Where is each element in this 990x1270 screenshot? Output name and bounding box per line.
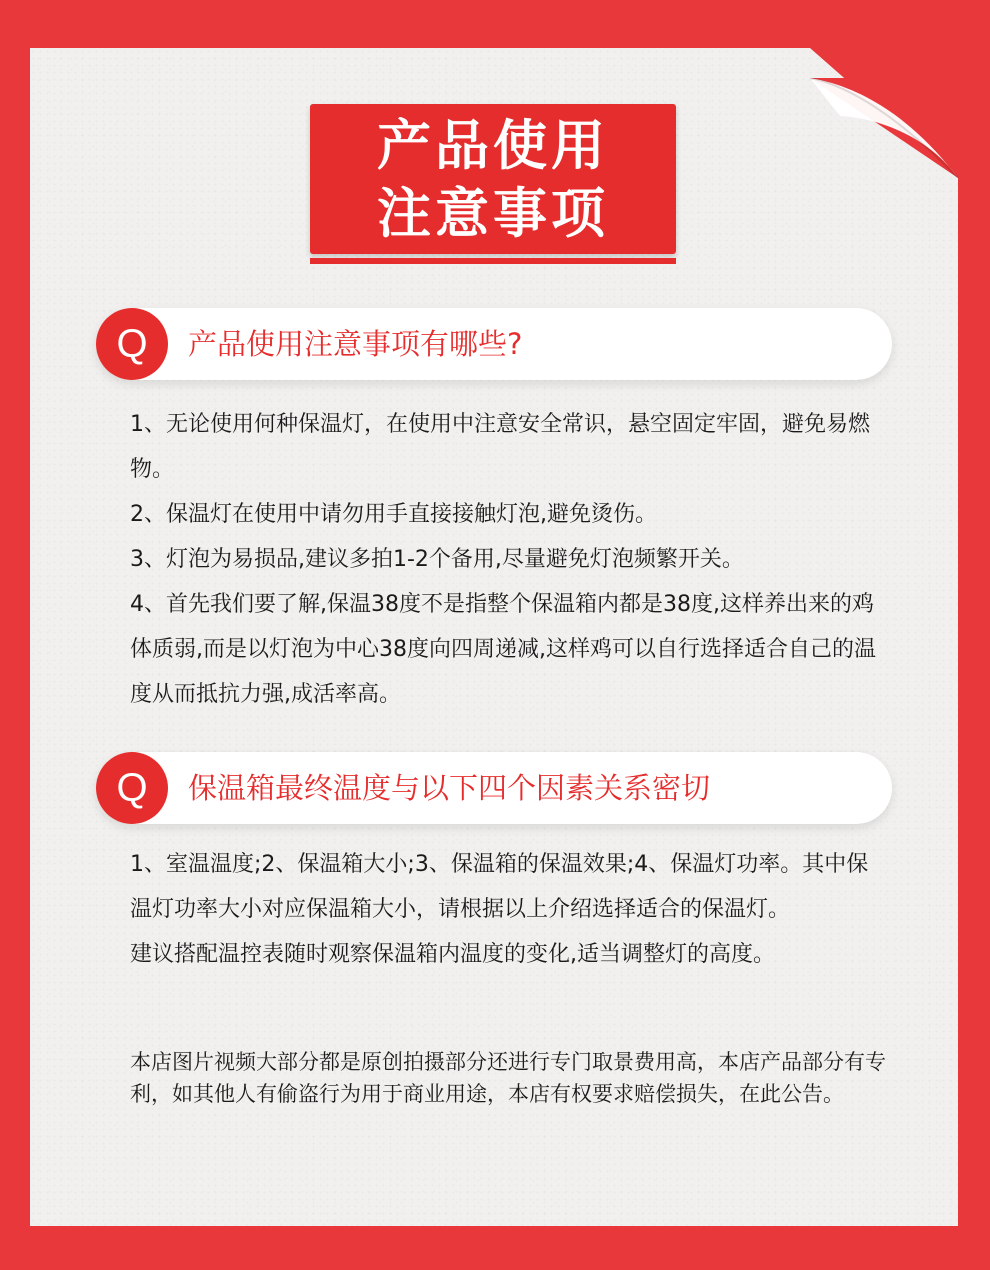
q-badge-icon: Q bbox=[96, 752, 168, 824]
question-2-text: 保温箱最终温度与以下四个因素关系密切 bbox=[188, 771, 711, 805]
question-2-header bbox=[96, 752, 892, 824]
answer-2-item: 1、室温温度;2、保温箱大小;3、保温箱的保温效果;4、保温灯功率。其中保温灯功率大小对应保温箱大小，请根据以上介绍选择适合的保温灯。 bbox=[130, 852, 869, 922]
answer-1-block bbox=[130, 402, 890, 717]
answer-2-block bbox=[130, 842, 890, 977]
answer-1-item: 2、保温灯在使用中请勿用手直接接触灯泡,避免烫伤。 bbox=[130, 502, 657, 527]
title-line-2: 注意事项 bbox=[377, 182, 609, 245]
answer-1-item: 1、无论使用何种保温灯，在使用中注意安全常识，悬空固定牢固，避免易燃物。 bbox=[130, 412, 870, 482]
answer-1-item: 4、首先我们要了解,保温38度不是指整个保温箱内都是38度,这样养出来的鸡体质弱,而是以灯泡为中心38度向四周递减,这样鸡可以自行选择适合自己的温度从而抵抗力强,成活率高。 bbox=[130, 592, 876, 707]
title-line-1: 产品使用 bbox=[377, 114, 609, 177]
answer-1-item: 3、灯泡为易损品,建议多拍1-2个备用,尽量避免灯泡频繁开关。 bbox=[130, 547, 744, 572]
answer-2-item: 建议搭配温控表随时观察保温箱内温度的变化,适当调整灯的高度。 bbox=[130, 942, 775, 967]
question-1-header bbox=[96, 308, 892, 380]
title-banner bbox=[310, 104, 676, 254]
title-underline bbox=[310, 258, 676, 264]
q-badge-icon: Q bbox=[96, 308, 168, 380]
copyright-notice: 本店图片视频大部分都是原创拍摄部分还进行专门取景费用高，本店产品部分有专利，如其他人有偷盗行为用于商业用途，本店有权要求赔偿损失，在此公告。 bbox=[130, 1050, 886, 1106]
question-1-text: 产品使用注意事项有哪些? bbox=[188, 327, 523, 361]
